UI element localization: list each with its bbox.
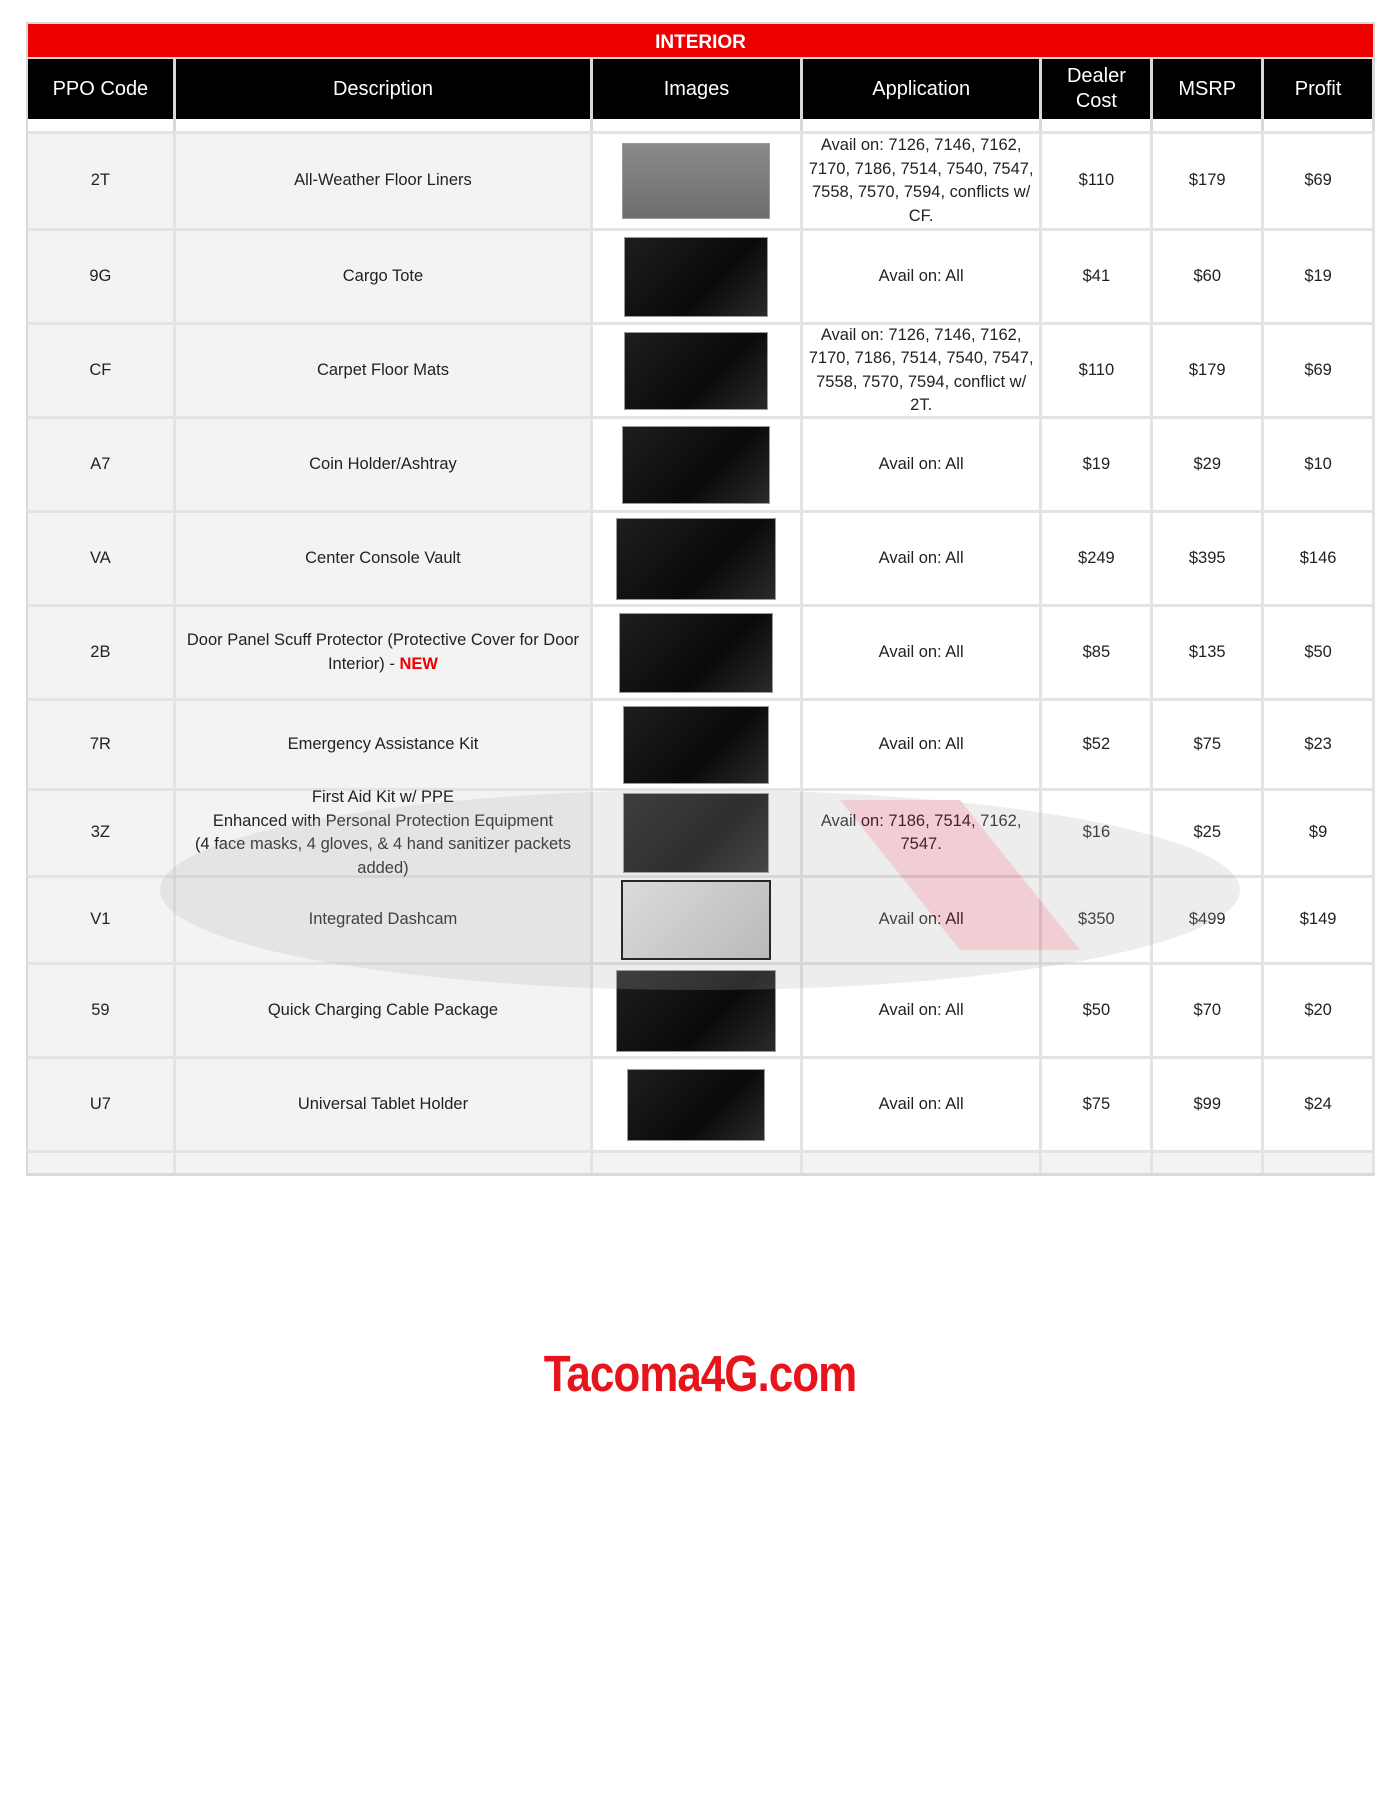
description-cell [176,513,593,604]
application-cell: Avail on: All [803,701,1043,788]
msrp-cell: $70 [1153,965,1264,1056]
door-scuff-photo [619,613,773,693]
application-cell: Avail on: 7186, 7514, 7162, 7547. [803,791,1043,875]
description-cell [176,134,593,228]
dealer-cost-cell: $52 [1042,701,1153,788]
table-row [26,416,1375,510]
image-cell [593,607,803,698]
msrp-cell: $135 [1153,607,1264,698]
dealer-cost-cell: $19 [1042,419,1153,510]
msrp-cell: $60 [1153,231,1264,322]
application-cell: Avail on: All [803,965,1043,1056]
application-cell: Avail on: All [803,878,1043,962]
dealer-cost-cell: $110 [1042,325,1153,416]
ppo-code-cell: 2T [28,134,176,228]
dealer-cost-cell: $75 [1042,1059,1153,1150]
msrp-cell: $499 [1153,878,1264,962]
dashcam-photo [621,880,771,960]
description-text: Carpet Floor Mats [316,360,449,379]
description-text: Integrated Dashcam [308,910,458,929]
col-header-ppo-code: PPO Code [28,59,176,119]
image-cell [593,701,803,788]
profit-cell: $20 [1264,965,1375,1056]
table-row [26,788,1375,875]
description-cell [176,1059,593,1150]
application-cell: Avail on: All [803,607,1043,698]
dealer-cost-cell: $249 [1042,513,1153,604]
dealer-cost-cell: $110 [1042,134,1153,228]
description-cell [176,701,593,788]
image-cell [593,231,803,322]
ppo-code-cell: A7 [28,419,176,510]
profit-cell: $24 [1264,1059,1375,1150]
image-cell [593,791,803,875]
table-row [26,228,1375,322]
ppo-code-cell: 2B [28,607,176,698]
table-row [26,1056,1375,1150]
image-cell [593,965,803,1056]
ppo-code-cell: V1 [28,878,176,962]
table-header [26,59,1375,119]
col-header-dealer-cost: Dealer Cost [1042,59,1153,119]
ppo-code-cell: VA [28,513,176,604]
price-sheet [26,22,1375,1176]
col-header-profit: Profit [1264,59,1375,119]
profit-cell: $69 [1264,134,1375,228]
description-text: Center Console Vault [305,548,461,567]
description-cell [176,788,593,877]
footer-brand: Tacoma4G.com [543,1346,857,1403]
coin-holder-photo [622,426,770,504]
table-end [26,1150,1375,1176]
dealer-cost-cell: $50 [1042,965,1153,1056]
table-row [26,322,1375,416]
emergency-kit-photo [623,706,769,784]
charging-cables-photo [616,970,776,1052]
image-cell [593,1059,803,1150]
description-cell [176,878,593,962]
application-cell: Avail on: All [803,231,1043,322]
ppo-code-cell: 3Z [28,791,176,875]
dealer-cost-cell: $350 [1042,878,1153,962]
col-header-application: Application [803,59,1043,119]
description-cell [176,607,593,698]
description-text: All-Weather Floor Liners [294,171,472,190]
table-row [26,875,1375,962]
profit-cell: $9 [1264,791,1375,875]
ppo-code-cell: U7 [28,1059,176,1150]
dealer-cost-cell: $85 [1042,607,1153,698]
profit-cell: $10 [1264,419,1375,510]
table-row [26,510,1375,604]
image-cell [593,134,803,228]
msrp-cell: $75 [1153,701,1264,788]
image-cell [593,513,803,604]
header-spacer [26,119,1375,131]
application-cell: Avail on: 7126, 7146, 7162, 7170, 7186, 7514, 7540, 7547, 7558, 7570, 7594, conflicts w/ CF. [803,134,1043,228]
description-text: Coin Holder/Ashtray [309,454,457,473]
ppo-code-cell: 7R [28,701,176,788]
profit-cell: $19 [1264,231,1375,322]
description-text: Emergency Assistance Kit [287,734,479,753]
description-text: Cargo Tote [342,266,424,285]
ppo-code-cell: 59 [28,965,176,1056]
profit-cell: $50 [1264,607,1375,698]
description-text: Universal Tablet Holder [297,1094,469,1113]
application-cell: Avail on: All [803,513,1043,604]
description-cell [176,325,593,416]
application-cell: Avail on: 7126, 7146, 7162, 7170, 7186, 7514, 7540, 7547, 7558, 7570, 7594, conflict w/ 2T. [803,325,1043,416]
col-header-images: Images [593,59,803,119]
profit-cell: $146 [1264,513,1375,604]
image-cell [593,878,803,962]
msrp-cell: $395 [1153,513,1264,604]
table-body [26,131,1375,1150]
application-cell: Avail on: All [803,1059,1043,1150]
dealer-cost-cell: $16 [1042,791,1153,875]
msrp-cell: $25 [1153,791,1264,875]
image-cell [593,325,803,416]
section-title: INTERIOR [26,22,1375,59]
dealer-cost-cell: $41 [1042,231,1153,322]
new-badge: NEW [399,654,438,673]
col-header-msrp: MSRP [1153,59,1264,119]
description-text: First Aid Kit w/ PPE Enhanced with Personal Protection Equipment (4 face masks, 4 gloves, & 4 hand sanitizer packets added) [194,788,571,877]
floor-liners-photo [622,143,770,219]
profit-cell: $69 [1264,325,1375,416]
ppo-code-cell: CF [28,325,176,416]
carpet-mats-photo [624,332,768,410]
tablet-holder-photo [627,1069,765,1141]
image-cell [593,419,803,510]
table-row [26,962,1375,1056]
msrp-cell: $179 [1153,325,1264,416]
profit-cell: $23 [1264,701,1375,788]
description-cell [176,419,593,510]
application-cell: Avail on: All [803,419,1043,510]
description-text: Door Panel Scuff Protector (Protective Cover for Door Interior) - [186,631,580,673]
cargo-tote-photo [624,237,768,317]
msrp-cell: $99 [1153,1059,1264,1150]
first-aid-kit-photo [623,793,769,873]
table-row [26,604,1375,698]
col-header-description: Description [176,59,593,119]
table-row [26,131,1375,228]
msrp-cell: $29 [1153,419,1264,510]
description-text: Quick Charging Cable Package [267,1000,499,1019]
profit-cell: $149 [1264,878,1375,962]
description-cell [176,231,593,322]
ppo-code-cell: 9G [28,231,176,322]
console-vault-photo [616,518,776,600]
table-row [26,698,1375,788]
msrp-cell: $179 [1153,134,1264,228]
description-cell [176,965,593,1056]
